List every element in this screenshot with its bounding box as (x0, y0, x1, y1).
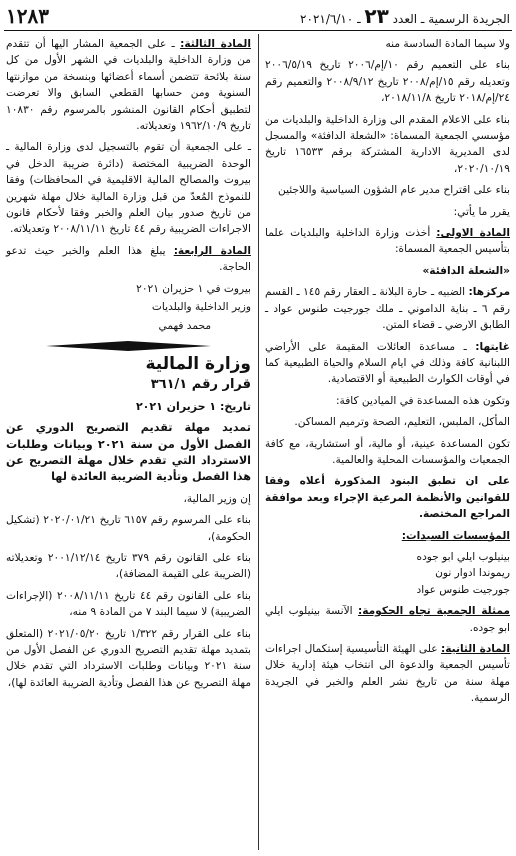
left-column (6, 36, 251, 696)
title-prefix: الجريدة الرسمية ـ العدد (392, 12, 510, 26)
separator-ornament (6, 340, 251, 352)
article-text: ـ على الجمعية المشار اليها أن تتقدم من وزارة الداخلية والبلديات في الشهر الأول من كل سنة بلائحة تتضمن أسماء أعضائها وبنسخة من موازنتها السنوية ومن حسابها القطعي السابق والا تعرضت لتطبيق أحكام القانون المنشور بالمرسوم رقم ١٠٨٣٠ تاريخ ١٩٦٢/١٠/٩ وتعديلاته. (6, 38, 251, 133)
decision-headline: تمديد مهلة تقديم التصريح الدوري عن الفصل الأول من سنة ٢٠٢١ وبيانات وطلبات الاسترداد التي تقدم خلال مهلة التصريح عن هذا الفصل وتأدية الضريبة العائدة لها (6, 421, 251, 484)
headquarters (265, 284, 510, 333)
page-number: ١٢٨٣ (6, 4, 49, 28)
page-header (6, 4, 510, 28)
article-label: المادة الاولى: (436, 227, 511, 240)
founder-name: جورجيت طنوس عواد (416, 583, 510, 596)
article-label: المادة الثانية: (440, 643, 510, 655)
association-name: «الشعلة الدافئة» (422, 264, 510, 277)
paragraph: ولا سيما المادة السادسة منه (385, 38, 510, 50)
paragraph: وتكون هذه المساعدة في الميادين كافة: (335, 394, 510, 407)
decision-date: تاريخ: ١ حزيران ٢٠٢١ (135, 399, 251, 413)
basis-paragraph: بناء على القانون رقم ٤٤ تاريخ ٢٠٠٨/١١/١١ (الإجراءات الضريبية) لا سيما البند ٧ من المادة ٩ منه، (6, 589, 251, 619)
paragraph: بناء على الاعلام المقدم الى وزارة الداخلية والبلديات من مؤسسي الجمعية المسماة: «الشعلة الدافئة» والمسجل لدى المديرية الادارية المشتركة برقم ١٦٥٣٣ تاريخ ٢٠٢٠/١٠/١٩، (265, 113, 510, 175)
goals (265, 339, 510, 388)
minister-line: إن وزير المالية، (183, 492, 251, 505)
issue-date: ـ ٢٠٢١/٦/١٠ (300, 12, 361, 26)
article-label: المادة الثالثة: (180, 38, 251, 50)
article-1 (265, 225, 510, 258)
founder-name: ريموندا ادوار نون (435, 567, 510, 580)
signature-name: محمد فهمي (158, 319, 211, 332)
hq-label: مركزها: (468, 286, 511, 299)
decision-heading: يقرر ما يأتي: (453, 205, 510, 218)
article-text: يبلغ هذا العلم والخبر حيث تدعو الحاجة. (6, 244, 251, 274)
paragraph: المأكل، الملبس، التعليم، الصحة وترميم المساكن. (294, 416, 510, 429)
paragraph: ـ على الجمعية أن تقوم بالتسجيل لدى وزارة المالية ـ الوحدة الضريبية المختصة (دائرة ضريبة الدخل في بيروت والمصالح المالية الاقليمية في المحافظات) وفقا للنموذج المُعدّ من قبل وزارة المالية خلال مهلة شهرين من تاريخ صدور بيان العلم والخبر وفقا لأحكام قانون الاجراءات الضريبية رقم ٤٤ تاريخ ٢٠٠٨/١١/١١ وتعديلاته. (6, 141, 251, 236)
header-rule (4, 30, 512, 31)
right-column (265, 36, 510, 712)
issue-number: ٢٣ (364, 4, 389, 28)
article-text: أخذت وزارة الداخلية والبلديات علما بتأسيس الجمعية المسماة: (265, 227, 510, 256)
article-text: على الهيئة التأسيسية إستكمال اجراءات تأسيس الجمعية والدعوة الى انتخاب هيئة إدارية خلال مهلة سنة من تاريخ نشر العلم والخبر في الجريدة الرسمية. (265, 643, 510, 705)
gazette-title (300, 4, 510, 28)
paragraph: بناء على اقتراح مدير عام الشؤون السياسية واللاجئين (278, 184, 510, 197)
founders-label: المؤسسات السيدات: (401, 529, 510, 542)
article-label: المادة الرابعة: (173, 244, 251, 257)
paragraph: بناء على التعميم رقم ١٠/إم/٢٠٠٦ تاريخ ٢٠٠٦/٥/١٩ وتعديله رقم ١٥/إم/٢٠٠٨ تاريخ ٢٠٠٨/٩/١٢ والتعميم رقم ٢٤/إم/٢٠١٨ تاريخ ٢٠١٨/١١/٨، (265, 59, 510, 105)
condition-paragraph: على ان تطبق البنود المذكورة أعلاه وفقا للقوانين والأنظمة المرعية الإجراء وبعد موافقة المراجع المختصة. (265, 475, 510, 521)
ministry-title: وزارة المالية (145, 353, 251, 374)
article-2 (265, 641, 510, 707)
signature-place: بيروت في ١ حزيران ٢٠٢١ (136, 282, 251, 295)
article-4 (6, 243, 251, 276)
paragraph: تكون المساعدة عينية، أو مالية، أو استشارية، مع كافة الجمعيات والمؤسسات المحلية والعالمية. (265, 437, 510, 466)
goals-label: غايتها: (475, 340, 510, 353)
goals-text: ـ مساعدة العائلات المقيمة على الأراضي اللبنانية كافة وذلك في ايام السلام والحياة الطبيعية كما في أوقات الكوارث الطبيعية أو الاقتصادية. (265, 340, 510, 386)
article-3 (6, 36, 251, 134)
representative (265, 603, 510, 636)
basis-paragraph: بناء على القرار رقم ١/٣٢٢ تاريخ ٢٠٢١/٠٥/٢٠ (المتعلق بتمديد مهلة تقديم التصريح الدوري عن الفصل الأول من سنة ٢٠٢١ وبيانات وطلبات الاسترداد التي تقدم خلال مهلة التصريح عن هذا الفصل وتأدية الضريبة العائدة لها)، (6, 627, 251, 689)
decision-number: قرار رقم ٣٦١/١ (150, 377, 251, 393)
rep-text: الآنسة بينيلوب ايلي ابو جوده. (265, 605, 510, 634)
basis-paragraph: بناء على المرسوم رقم ٦١٥٧ تاريخ ٢٠٢٠/٠١/٢١ (تشكيل الحكومة)، (6, 514, 251, 543)
signature-title: وزير الداخلية والبلديات (151, 301, 251, 314)
column-divider (258, 34, 259, 850)
hq-text: الضبيه ـ حارة البلانة ـ العقار رقم ١٤٥ ـ القسم رقم ٦ ـ بناية الداموني ـ ملك جورجيت طنوس عواد ـ الطابق الارضي ـ قضاء المتن. (265, 286, 510, 332)
section-separator (6, 340, 251, 352)
basis-paragraph: بناء على القانون رقم ٣٧٩ تاريخ ٢٠٠١/١٢/١٤ وتعديلاته (الضريبة على القيمة المضافة)، (6, 551, 251, 581)
rep-label: ممثلة الجمعية تجاه الحكومة: (357, 605, 510, 618)
founder-name: بينيلوب ايلي ابو جوده (416, 550, 510, 563)
